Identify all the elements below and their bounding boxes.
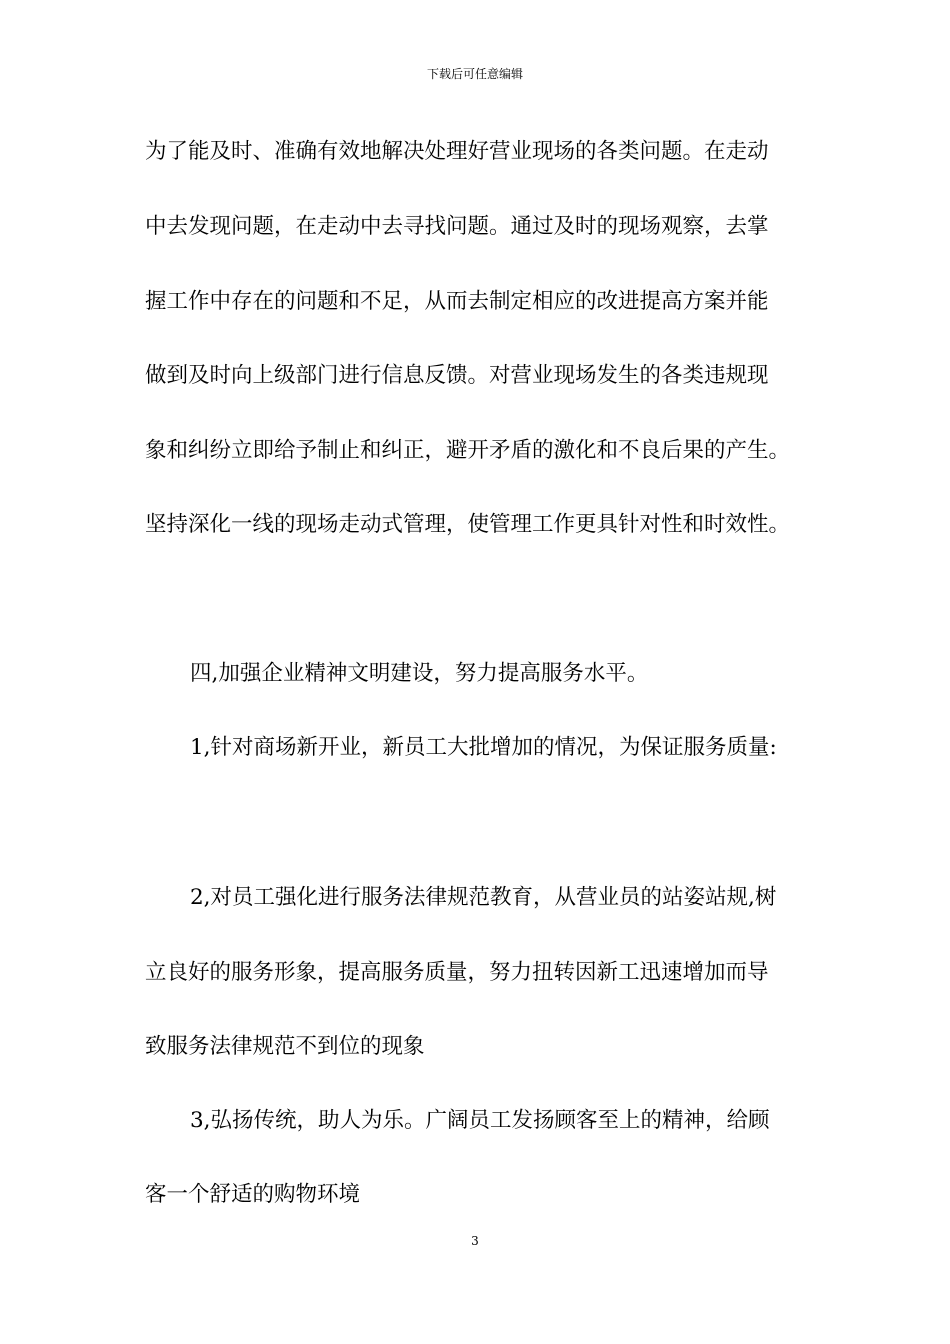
page-number: 3 xyxy=(471,1234,479,1248)
page-header: 下载后可任意编辑 xyxy=(426,67,523,81)
list-item: 2,对员工强化进行服务法律规范教育，从营业员的站姿站规,树 xyxy=(190,885,777,910)
section-heading: 四,加强企业精神文明建设，努力提高服务水平。 xyxy=(190,661,649,686)
body-line: 象和纠纷立即给予制止和纠正，避开矛盾的激化和不良后果的产生。 xyxy=(145,438,791,463)
body-line: 中去发现问题，在走动中去寻找问题。通过及时的现场观察，去掌 xyxy=(145,214,769,239)
list-item: 1,针对商场新开业，新员工大批增加的情况，为保证服务质量: xyxy=(190,735,777,760)
body-line: 立良好的服务形象，提高服务质量，努力扭转因新工迅速增加而导 xyxy=(145,960,769,985)
body-line: 做到及时向上级部门进行信息反馈。对营业现场发生的各类违规现 xyxy=(145,363,769,388)
body-line: 致服务法律规范不到位的现象 xyxy=(145,1034,425,1059)
body-line: 客一个舒适的购物环境 xyxy=(145,1182,361,1207)
body-line: 为了能及时、准确有效地解决处理好营业现场的各类问题。在走动 xyxy=(145,139,769,164)
body-line: 坚持深化一线的现场走动式管理，使管理工作更具针对性和时效性。 xyxy=(145,512,791,537)
body-line: 握工作中存在的问题和不足，从而去制定相应的改进提高方案并能 xyxy=(145,289,769,314)
list-item: 3,弘扬传统，助人为乐。广阔员工发扬顾客至上的精神，给顾 xyxy=(190,1108,770,1133)
